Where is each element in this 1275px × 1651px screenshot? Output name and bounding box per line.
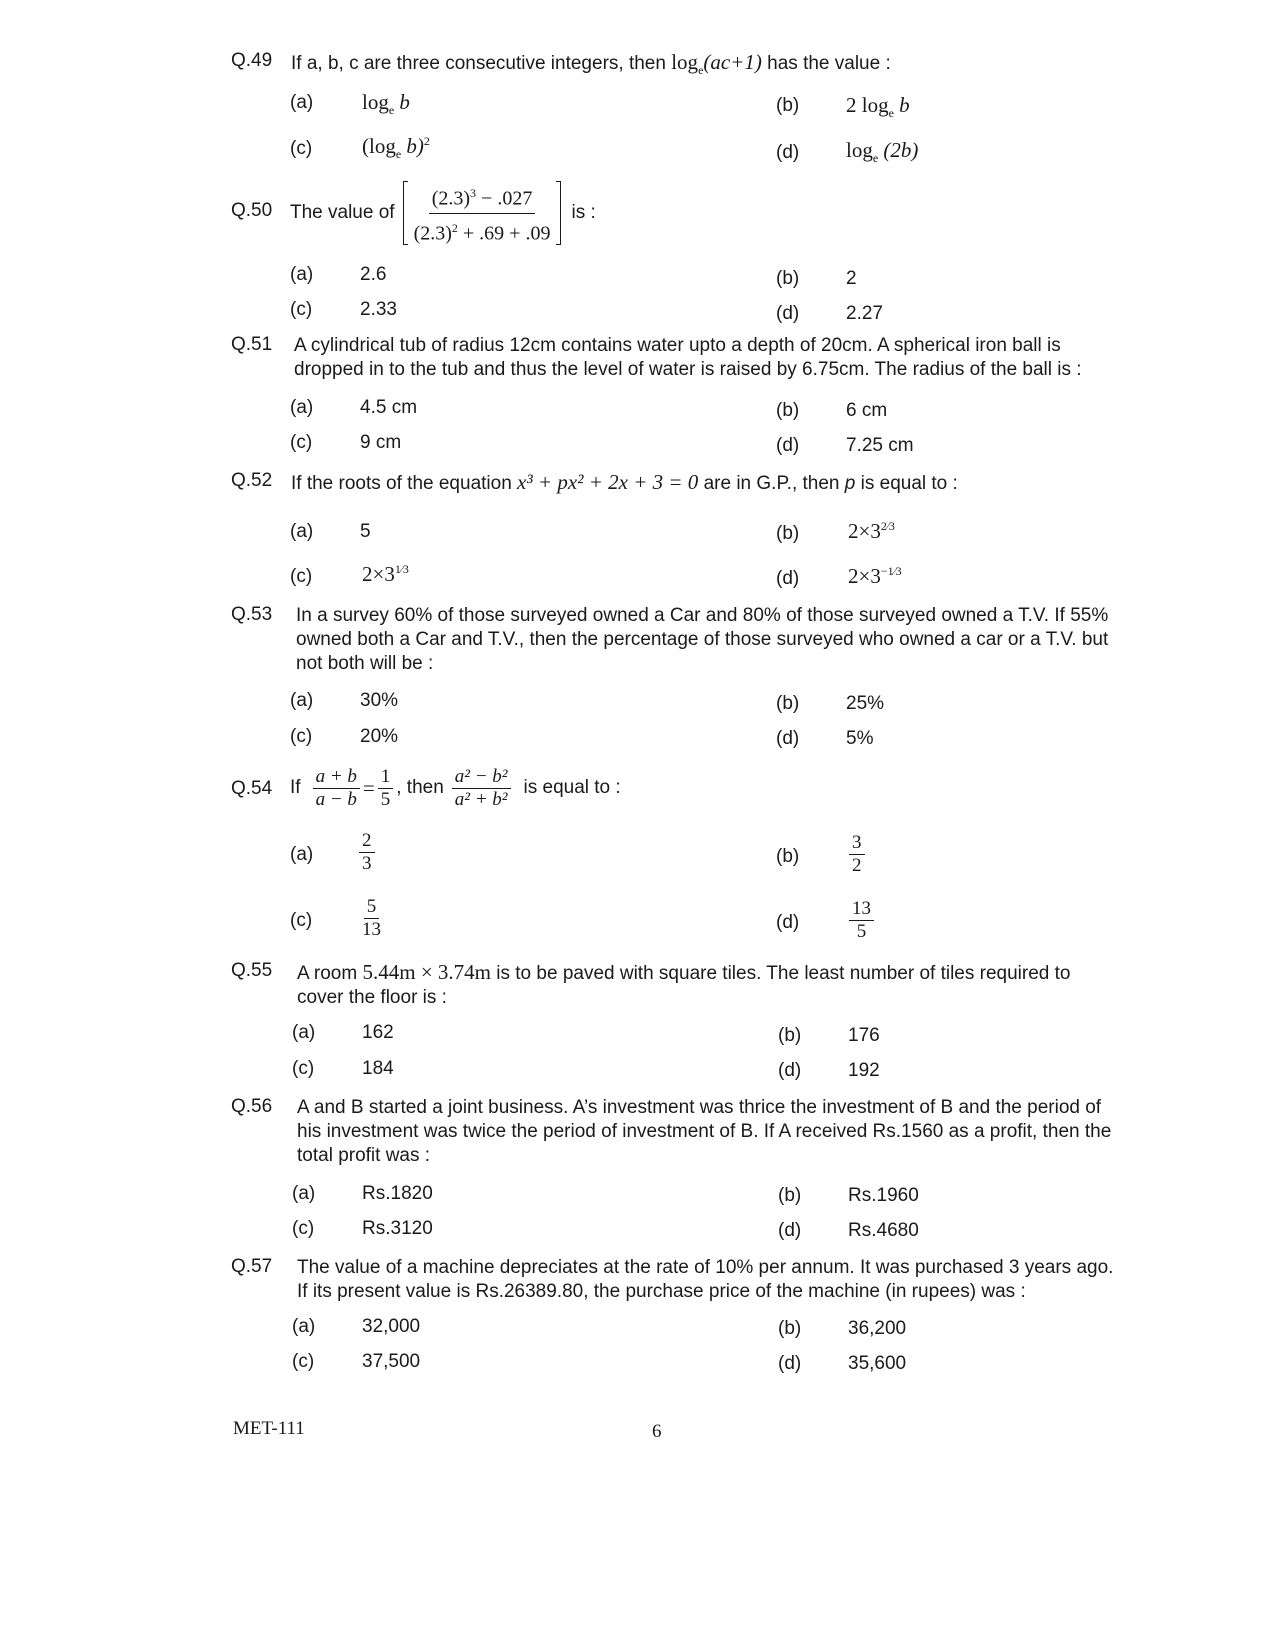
question-number: Q.57 — [231, 1256, 273, 1277]
left-bracket — [403, 181, 408, 245]
question-text: A room 5.44m × 3.74m is to be paved with square tiles. The least number of tiles required to cover the floor is : — [297, 960, 1071, 1008]
question-number: Q.54 — [231, 778, 273, 799]
question-text: If $\frac{a + b}{a - b}$ = $\frac{1}{5}$ , then $\frac{\text{a² − b²}}{\text{a² + b²}}$ is equal to : — [290, 765, 621, 810]
question-text: If the roots of the equation x³ + px² + 2x + 3 = 0 are in G.P., then p is equal to : — [291, 470, 958, 494]
page-number: 6 — [652, 1421, 662, 1442]
question-number: Q.49 — [231, 50, 273, 71]
question-number: Q.56 — [231, 1096, 273, 1117]
paper-code: MET-111 — [233, 1418, 305, 1439]
fraction: $\frac{\text{a² − b²}}{\text{a² + b²}}$ — [452, 766, 511, 811]
question-text: In a survey 60% of those surveyed owned a Car and 80% of those surveyed owned a T.V. If 55% owned both a Car and T.V., then the percentage of those surveyed who owned a car or a T.V. but not both will be : — [296, 605, 1109, 674]
question-number: Q.50 — [231, 200, 273, 221]
question-text: A and B started a joint business. A’s investment was thrice the investment of B and the period of his investment was twice the period of investment of B. If A received Rs.1560 as a profit, then the total profit was : — [297, 1097, 1112, 1166]
question-text: If a, b, c are three consecutive integers, then $\log_e(ac+1)$ has the value : — [291, 50, 891, 78]
question-text: The value of $\frac{(2.3)^3 - .027}{(2.3)^2 + .69 + .09}$ is : — [290, 178, 596, 248]
question-text: A cylindrical tub of radius 12cm contains water upto a depth of 20cm. A spherical iron ball is dropped in to the tub and thus the level of water is raised by 6.75cm. The radius of the ball is : — [294, 335, 1082, 380]
question-paper-page: Q.49 If a, b, c are three consecutive integers, then $\log_e(ac+1)$ has the value : (a) $\log_e b$ (b) 2 $\log_e b$ (c) ($\log_e$ b)$^2$ (d) $\log_e (2b)$ Q.50 The value of $\frac{(2.3)^3 - .027}{(2.3)^2 + .69 + .09}$ is : (a) 2.6 (b) 2 (c) 2.33 (d) 2.27 Q.51 A cylindrical tub of radius 12cm contains water upto a depth of 20cm. A spherical iron ball is dropped in to the tub and thus the level of water is raised by 6.75cm. The radius of the ball is : (a) 4.5 cm (b) 6 cm (c) 9 cm (d) 7.25 cm Q.52 If the roots of the equation x³ + px² + 2x + 3 = 0 are in G.P., then p is equal to : (a) 5 (b) $2\times 3^{2⁄3}$ (c) $2\times 3^{1⁄3}$ (d) $2\times 3^{-1⁄3}$ Q.53 In a survey 60% of those surveyed owned a Car and 80% of those surveyed owned a T.V. If 55% owned both a Car and T.V., then the percentage of those surveyed who owned a car or a T.V. but not both will be : (a) 30% (b) 25% (c) 20% (d) 5% Q.54 If $\frac{a + b}{a - b}$ = $\frac{1}{5}$ , then $\frac{\text{a² − b²}}{\text{a² + b²}}$ is equal to : (a) $\frac{2}{3}$ (b) $\frac{3}{2}$ (c) $\frac{5}{13}$ (d) $\frac{13}{5}$ Q.55 A room 5.44m × 3.74m is to be paved with square tiles. The least number of tiles required to cover the floor is : (a) 162 (b) 176 (c) 184 (d) 192 Q.56 A and B started a joint business. A’s investment was thrice the investment of B and the period of his investment was twice the period of investment of B. If A received Rs.1560 as a profit, then the total profit was : (a) Rs.1820 (b) Rs.1960 (c) Rs.3120 (d) Rs.4680 Q.57 The value of a machine depreciates at the rate of 10% per annum. It was purchased 3 years ago. If its present value is Rs.26389.80, the purchase price of the machine (in rupees) was : (a) 32,000 (b) 36,200 (c) 37,500 (d) 35,600 MET-111 6 — [0, 0, 1275, 1651]
question-number: Q.55 — [231, 960, 273, 981]
question-number: Q.52 — [231, 470, 273, 491]
right-bracket — [556, 181, 561, 245]
fraction: $\frac{(2.3)^3 - .027}{(2.3)^2 + .69 + .09}$ — [411, 179, 554, 247]
fraction: $\frac{1}{5}$ — [378, 766, 394, 811]
math-expression: $\log_e(ac+1)$ — [671, 50, 762, 78]
question-number: Q.51 — [231, 334, 273, 355]
question-number: Q.53 — [231, 604, 273, 625]
fraction: $\frac{a + b}{a - b}$ — [313, 766, 360, 811]
equation: x³ + px² + 2x + 3 = 0 — [517, 470, 699, 494]
question-text: The value of a machine depreciates at the rate of 10% per annum. It was purchased 3 years ago. If its present value is Rs.26389.80, the purchase price of the machine (in rupees) was : — [297, 1257, 1114, 1302]
